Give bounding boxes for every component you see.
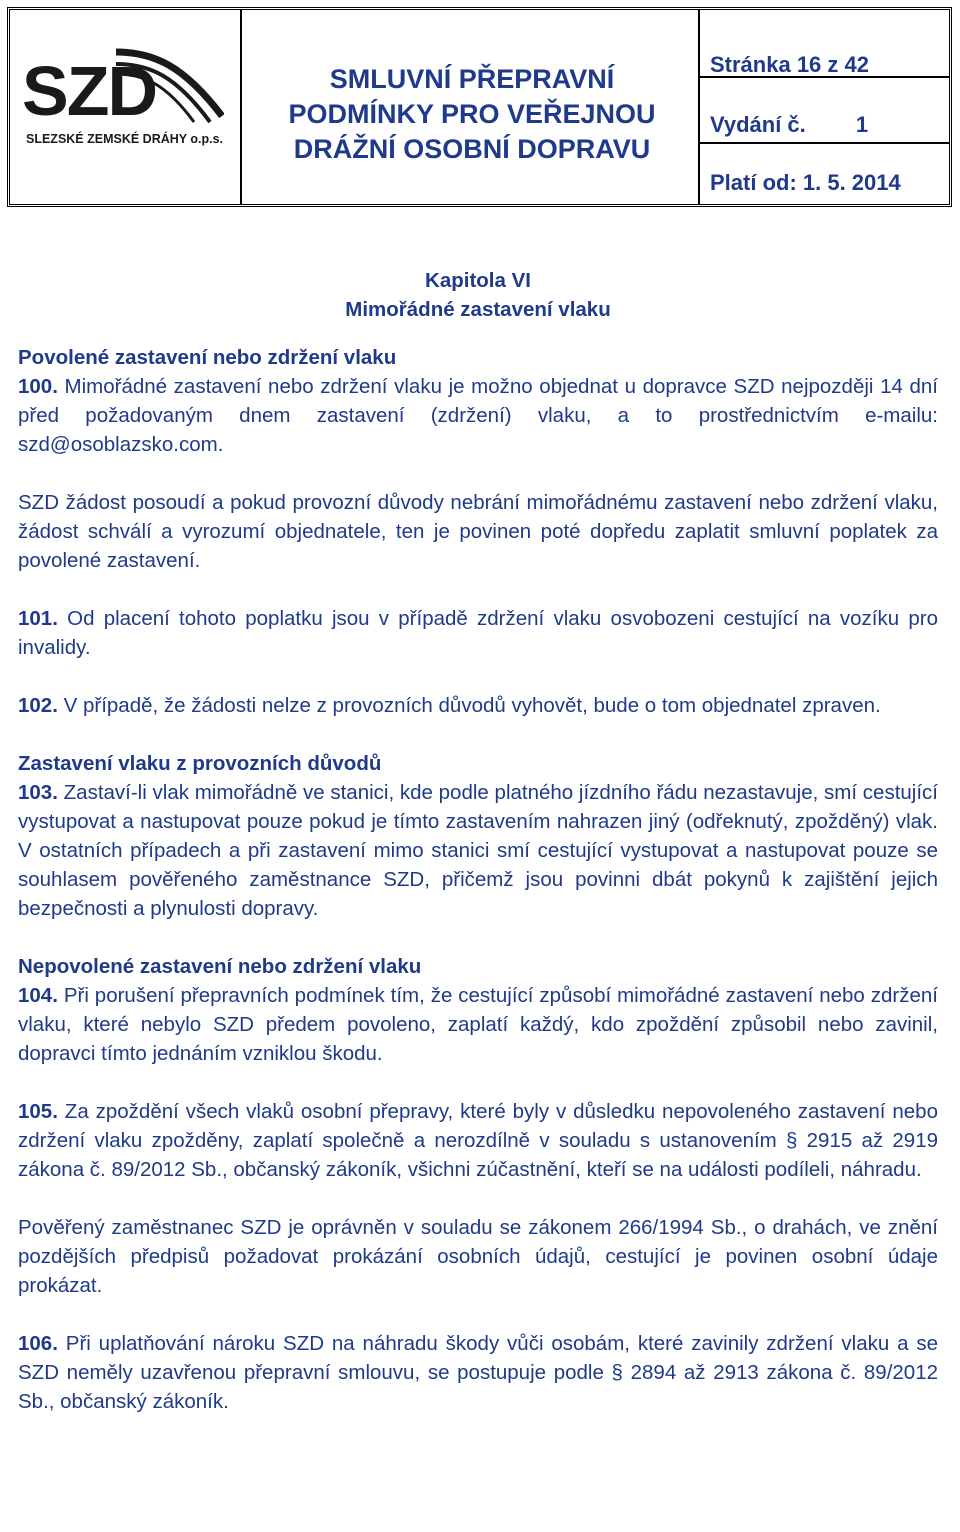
section-heading: Povolené zastavení nebo zdržení vlaku: [18, 346, 397, 369]
paragraph-105-continued: [18, 1213, 938, 1300]
paragraph-text: Za zpoždění všech vlaků osobní přepravy, které byly v důsledku nepovoleného zastavení nebo zdržení vlaku zpožděny, zaplatí společně a nerozdílně v souladu s ustanovením § 2915 až 2919 zákona č. 89/2012 Sb., občanský zákoník, všichni zúčastnění, kteří se na události podíleli, náhradu.: [18, 1100, 938, 1181]
issue-value: 1: [855, 112, 869, 137]
document-body: [18, 266, 938, 1416]
paragraph-103: [18, 778, 938, 923]
section-heading: Zastavení vlaku z provozních důvodů: [18, 752, 382, 775]
title-line: DRÁŽNÍ OSOBNÍ DOPRAVU: [293, 134, 651, 164]
paragraph-100-continued: [18, 488, 938, 575]
paragraph-text: V případě, že žádosti nelze z provozních důvodů vyhovět, bude o tom objednatel zpraven.: [63, 694, 881, 717]
paragraph-text: Při uplatňování nároku SZD na náhradu škody vůči osobám, které zavinily zdržení vlaku a se SZD neměly uzavřenou přepravní smlouvu, se postupuje podle § 2894 až 2913 zákona č. 89/2012 Sb., občanský zákoník.: [18, 1332, 938, 1413]
szd-logo: [18, 46, 230, 166]
title-line: PODMÍNKY PRO VEŘEJNOU: [288, 99, 656, 129]
header-divider: [240, 10, 242, 204]
issue-label: Vydání č.: [710, 112, 806, 137]
paragraph-104: [18, 981, 938, 1068]
paragraph-number: 105.: [18, 1100, 58, 1123]
document-title: [248, 62, 696, 167]
issue-number: [710, 112, 868, 138]
document-header: [7, 7, 952, 207]
paragraph-102: [18, 691, 938, 720]
paragraph-106: [18, 1329, 938, 1416]
logo-text: SZD: [22, 52, 156, 130]
paragraph-text: Od placení tohoto poplatku jsou v případě zdržení vlaku osvobozeni cestující na vozíku pro invalidy.: [18, 607, 939, 659]
paragraph-number: 106.: [18, 1332, 58, 1355]
paragraph-105: [18, 1097, 938, 1184]
section-heading: Nepovolené zastavení nebo zdržení vlaku: [18, 955, 422, 978]
logo-company-name: SLEZSKÉ ZEMSKÉ DRÁHY o.p.s.: [26, 132, 224, 146]
paragraph-number: 102.: [18, 694, 58, 717]
chapter-number: Kapitola VI: [425, 269, 531, 292]
paragraph-text: Zastaví-li vlak mimořádně ve stanici, kde podle platného jízdního řádu nezastavuje, smí cestující vystupovat a nastupovat pouze pokud je tímto zastavením nahrazen jiný (odřeknutý, zpožděný) vlak. V ostatních případech a při zastavení mimo stanici smí cestující vystupovat a nastupovat pouze se souhlasem pověřeného zaměstnance SZD, přičemž jsou povinni dbát pokynů k zajištění jejich bezpečnosti a plynulosti dopravy.: [18, 781, 938, 920]
paragraph-number: 104.: [18, 984, 58, 1007]
paragraph-text: Při porušení přepravních podmínek tím, že cestující způsobí mimořádné zastavení nebo zdržení vlaku, které nebylo SZD předem povoleno, zaplatí každý, kdo zpoždění způsobil nebo zavinil, dopravci tímto jednáním vzniklou škodu.: [18, 984, 938, 1065]
header-divider: [698, 10, 700, 204]
paragraph-101: [18, 604, 938, 662]
paragraph-100: [18, 372, 938, 459]
page-number: Stránka 16 z 42: [710, 52, 869, 77]
paragraph-text: Pověřený zaměstnanec SZD je oprávněn v souladu se zákonem 266/1994 Sb., o drahách, ve znění pozdějších předpisů požadovat prokázání osobních údajů, cestující je povinen osobní údaje prokázat.: [18, 1216, 938, 1297]
title-line: SMLUVNÍ PŘEPRAVNÍ: [329, 64, 615, 94]
paragraph-number: 103.: [18, 781, 58, 804]
header-divider: [698, 142, 949, 144]
paragraph-text: SZD žádost posoudí a pokud provozní důvody nebrání mimořádnému zastavení nebo zdržení vlaku, žádost schválí a vyrozumí objednatele, ten je povinen poté dopředu zaplatit smluvní poplatek za povolené zastavení.: [18, 491, 938, 572]
paragraph-number: 100.: [18, 375, 58, 398]
valid-from: Platí od: 1. 5. 2014: [710, 170, 901, 195]
paragraph-text: Mimořádné zastavení nebo zdržení vlaku je možno objednat u dopravce SZD nejpozději 14 dní před požadovaným dnem zastavení (zdržení) vlaku, a to prostřednictvím e-mailu: szd@osoblazsko.com.: [18, 375, 938, 456]
chapter-title: Mimořádné zastavení vlaku: [345, 298, 611, 321]
paragraph-number: 101.: [18, 607, 58, 630]
